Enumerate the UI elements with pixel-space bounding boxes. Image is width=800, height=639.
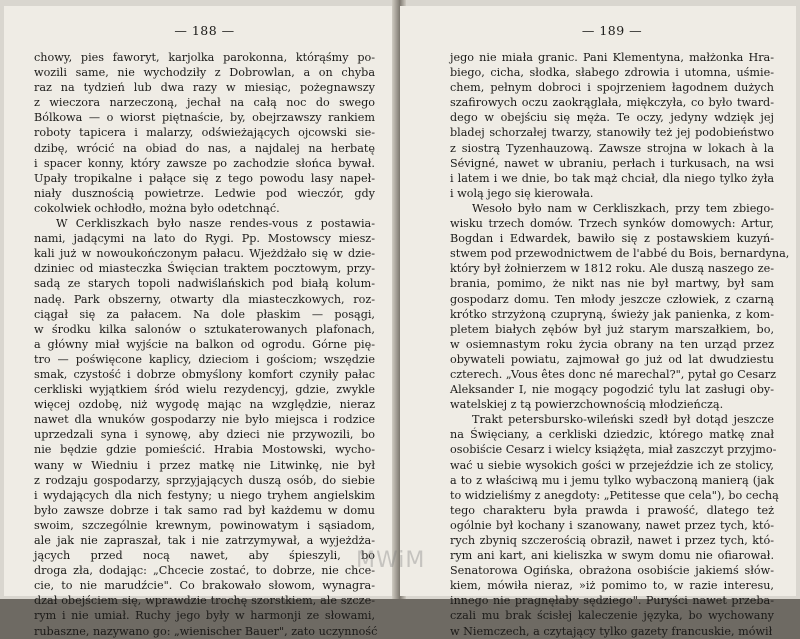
text-line: ciągał się za pałacem. Na dole płaskim — posągi, xyxy=(34,307,375,321)
text-line: dzibę, wrócić na obiad do nas, a najdalej na herbatę xyxy=(34,141,375,155)
text-line: brania, pomimo, że nikt nas nie był martwy, był sam xyxy=(450,277,774,291)
text-line: Upały tropikalne i pałące się z tego powodu lasy napeł- xyxy=(34,171,375,185)
text-line: Sévigné, nawet w ubraniu, perłach i turkusach, na wsi xyxy=(450,156,774,170)
text-line: droga zła, dodając: „Chcecie zostać, to dobrze, nie chce- xyxy=(34,564,375,578)
text-line: na Święciany, a cerkliski dziedzic, którego matkę znał xyxy=(450,428,774,442)
right-page-text xyxy=(450,50,790,639)
text-line: osobiście Cesarz i wielcy książęta, miał zaszczyt przyjmo- xyxy=(450,443,777,457)
text-line: czterech. „Vous êtes donc né marechal?", pytał go Cesarz xyxy=(450,367,776,381)
text-line: w osiemnastym roku życia obrany na ten urząd przez xyxy=(450,337,774,351)
text-line: Aleksander I, nie mogący pogodzić tylu lat zasługi oby- xyxy=(450,383,774,397)
text-line: obywateli powiatu, zajmował go już od lat dwudziestu xyxy=(450,352,774,366)
text-line: nie będzie gdzie pomieścić. Hrabia Mostowski, wycho- xyxy=(34,443,375,457)
text-line: biego, cicha, słodka, słabego zdrowia i utomna, uśmie- xyxy=(450,66,774,80)
text-line: kali już w nowoukończonym pałacu. Wjeżdżało się w dzie- xyxy=(34,247,375,261)
page-number-right: — 189 — xyxy=(581,23,643,38)
text-line: dzał obejściem się, wprawdzie trochę szorstkiem, ale szcze- xyxy=(34,594,375,608)
text-line: cerkliski wyjątkiem śród wielu rezydencyj, gdzie, zwykle xyxy=(34,383,375,397)
text-line: z siostrą Tyzenhauzową. Zawsze strojna w lokach à la xyxy=(450,141,774,155)
text-line: kiem, mówiła nieraz, »iż pomimo to, w razie interesu, xyxy=(450,579,774,593)
text-line: rych zbyniq szczerością obraził, nawet i przez tych, któ- xyxy=(450,534,774,547)
text-line: smak, czystość i dobrze obmyślony komfort czyniły pałac xyxy=(34,367,375,381)
text-line: rubaszne, nazywano go: „wienischer Bauer", zato uczynność xyxy=(34,624,378,638)
text-line: jących przed nocą nawet, aby śpieszyli, bo xyxy=(34,549,375,563)
text-line: dego w obejściu się męża. Te oczy, jedyny wdzięk jej xyxy=(450,111,774,125)
text-line: cie, to nie marudźcie". Co brakowało słowom, wynagra- xyxy=(34,579,375,593)
text-line: rym ani kart, ani kieliszka w swym domu nie ofiarował. xyxy=(450,549,774,563)
text-line: swoim, szczególnie krewnym, powinowatym i sąsiadom, xyxy=(34,518,375,532)
text-line: wozili same, nie wychodziły z Dobrowlan, a on chyba xyxy=(34,66,375,80)
text-line: z rodzaju gospodarzy, sprzyjających duszą osób, do siebie xyxy=(34,473,375,487)
text-line: a to z właściwą mu i jemu tylko wybaczoną manierą (jak xyxy=(450,473,774,487)
text-line: wać u siebie wysokich gości w przejeździe ich ze stolicy, xyxy=(450,458,774,472)
text-line: wisku trzech domów. Trzech synków domowych: Artur, xyxy=(450,217,774,231)
text-line: więcej ozdobę, niż wygodę mając na względzie, nieraz xyxy=(34,398,375,412)
text-line: i spacer konny, który zawsze po zachodzie słońca bywał. xyxy=(34,156,375,170)
text-line: w środku kilka salonów o sztukaterowanych plafonach, xyxy=(34,322,375,336)
text-line: wany w Wiedniu i przez matkę nie Litwinkę, nie był xyxy=(34,458,375,472)
text-line: Bogdan i Edwardek, bawiło się z postawskiem kuzyń- xyxy=(450,232,774,246)
watermark-text: MWiM xyxy=(356,548,426,573)
text-line: szafirowych oczu zaokrąglała, miękczyła, co było tward- xyxy=(450,96,774,110)
text-line: chowy, pies faworyt, karjolka parokonna, którąśmy po- xyxy=(34,51,375,64)
text-line: chem, pełnym dobroci i spojrzeniem łagodnem dużych xyxy=(450,81,774,95)
text-line: Wesoło było nam w Cerkliszkach, przy tem zbiego- xyxy=(472,201,774,215)
text-line: i wolą jego się kierowała. xyxy=(450,186,594,200)
text-line: stwem pod przewodnictwem de l'abbé du Bois, bernardyna, xyxy=(450,247,790,261)
text-line: W Cerkliszkach było nasze rendes-vous z postawia- xyxy=(56,217,375,231)
text-line: tro — poświęcone kaplicy, dzieciom i gościom; wszędzie xyxy=(34,352,375,366)
text-line: cokolwiek ochłodło, można było odetchnąć. xyxy=(34,201,280,215)
text-line: nadę. Park obszerny, otwarty dla miasteczkowych, roz- xyxy=(34,292,375,306)
text-line: uprzedzali syna i synowę, aby dzieci nie przywozili, bo xyxy=(34,428,375,442)
text-line: krótko strzyżoną czupryną, świeży jak panienka, z kom- xyxy=(450,307,774,321)
text-line: pletem białych zębów był już starym marszałkiem, bo, xyxy=(450,322,774,336)
text-line: niały dusznością powietrze. Ledwie pod wieczór, gdy xyxy=(34,186,375,200)
text-line: raz na tydzień lub dwa razy w miesiąc, pożegnawszy xyxy=(34,81,375,95)
right-page xyxy=(400,6,796,638)
text-line: było zawsze dobrze i tak samo rad był każdemu w domu xyxy=(34,503,375,517)
left-page xyxy=(4,6,396,638)
text-line: tego charakteru była prawda i prawość, dlatego też xyxy=(450,503,774,517)
left-page-text xyxy=(34,50,378,639)
text-line: sadą ze starych topoli nadwiślańskich pod białą kolum- xyxy=(34,277,375,291)
text-line: w Niemczech, a czytający tylko gazety francuskie, mówił xyxy=(450,624,773,638)
text-line: nami, jadącymi na lato do Rygi. Pp. Mostowscy miesz- xyxy=(34,232,375,246)
text-line: ogólnie był kochany i szanowany, nawet przez tych, któ- xyxy=(450,518,774,532)
text-line: bladej schorzałej twarzy, stanowiły też jej podobieństwo xyxy=(450,126,774,140)
page-number-left: — 188 — xyxy=(174,23,235,38)
text-line: nawet dla wnuków gospodarzy nie było miejsca i rodzice xyxy=(34,413,375,427)
text-line: innego nie pragnęłaby sędziego". Puryści nawet przeba- xyxy=(450,594,774,608)
text-line: z wieczora narzeczoną, jechał na całą noc do swego xyxy=(34,96,375,110)
text-line: Senatorowa Ogińska, obrażona osobiście jakiemś słów- xyxy=(450,564,774,578)
text-line: a główny miał wyjście na balkon od ogrodu. Górne pię- xyxy=(34,337,375,351)
text-line: i latem i we dnie, bo tak mąż chciał, dla niego tylko żyła xyxy=(450,171,774,185)
text-line: Bólkowa — o wiorst piętnaście, by, obejrzawszy rankiem xyxy=(34,111,375,125)
text-line: dziniec od miasteczka Święcian traktem pocztowym, przy- xyxy=(34,262,375,276)
text-line: to widzieliśmy z anegdoty: „Petitesse que cela"), bo cechą xyxy=(450,488,779,502)
text-line: gospodarz domu. Ten młody jeszcze człowiek, z czarną xyxy=(450,292,774,306)
text-line: który był żołnierzem w 1812 roku. Ale duszą naszego ze- xyxy=(450,262,774,276)
text-line: roboty tapicera i malarzy, odświeżających ojcowski sie- xyxy=(34,126,375,140)
text-line: i wydających dla nich festyny; u niego tryhem angielskim xyxy=(34,488,375,502)
text-line: Trakt petersbursko-wileński szedł był dotąd jeszcze xyxy=(472,413,774,427)
text-line: jego nie miała granic. Pani Klementyna, małżonka Hra- xyxy=(450,51,774,64)
text-line: rym i nie umiał. Ruchy jego były w harmonji ze słowami, xyxy=(34,609,375,623)
text-line: ale jak nie zapraszał, tak i nie zatrzymywał, a wyjeżdża- xyxy=(34,534,375,547)
text-line: czali mu brak ścisłej kaleczenie języka, bo wychowany xyxy=(450,609,774,623)
text-line: watelskiej z tą powierzchownością młodzieńczą. xyxy=(450,398,724,412)
